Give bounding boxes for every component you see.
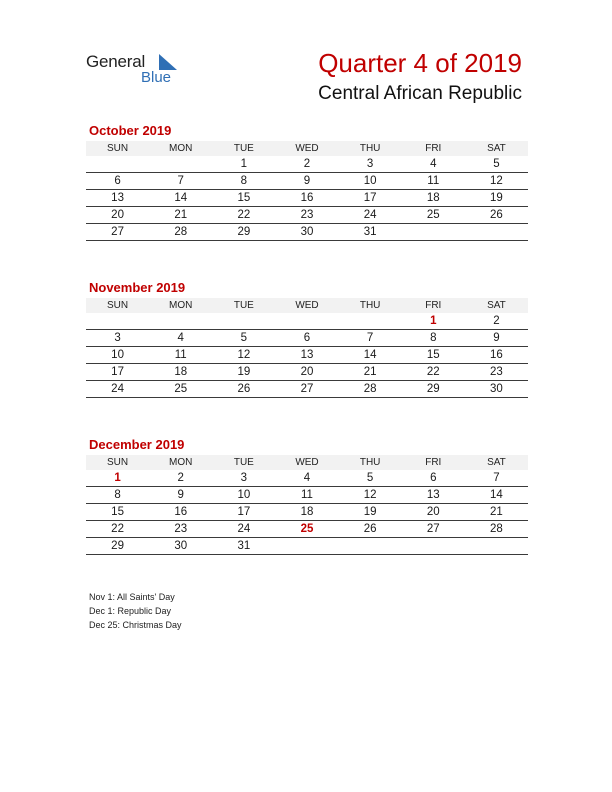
day-cell: 30 <box>275 224 338 241</box>
holiday-notes <box>89 590 182 632</box>
weekday-header-row <box>86 141 528 156</box>
day-cell: 11 <box>275 487 338 504</box>
day-cell <box>86 156 149 173</box>
day-cell: 6 <box>402 470 465 487</box>
day-cell: 30 <box>149 538 212 555</box>
day-cell: 28 <box>465 521 528 538</box>
week-row <box>86 381 528 398</box>
day-cell: 12 <box>212 347 275 364</box>
weekday-header: SUN <box>86 298 149 313</box>
holiday-day-cell: 1 <box>402 313 465 330</box>
weekday-header: FRI <box>402 141 465 156</box>
month-october <box>86 123 528 241</box>
weekday-header: TUE <box>212 298 275 313</box>
day-cell <box>275 313 338 330</box>
day-cell <box>86 313 149 330</box>
day-cell: 29 <box>402 381 465 398</box>
day-cell: 15 <box>402 347 465 364</box>
day-cell: 3 <box>212 470 275 487</box>
week-row <box>86 224 528 241</box>
day-cell: 4 <box>149 330 212 347</box>
day-cell: 8 <box>212 173 275 190</box>
day-cell: 21 <box>465 504 528 521</box>
weekday-header: TUE <box>212 455 275 470</box>
day-cell: 26 <box>465 207 528 224</box>
weekday-header: TUE <box>212 141 275 156</box>
day-cell <box>212 313 275 330</box>
logo <box>86 52 196 92</box>
calendar-body <box>86 470 528 555</box>
day-cell: 11 <box>402 173 465 190</box>
logo-flag-icon <box>159 54 177 70</box>
day-cell: 11 <box>149 347 212 364</box>
weekday-header: FRI <box>402 298 465 313</box>
day-cell: 9 <box>149 487 212 504</box>
day-cell <box>402 538 465 555</box>
day-cell: 4 <box>402 156 465 173</box>
calendar-table <box>86 455 528 555</box>
day-cell: 20 <box>402 504 465 521</box>
day-cell: 7 <box>149 173 212 190</box>
month-november <box>86 280 528 398</box>
week-row <box>86 173 528 190</box>
calendar-body <box>86 313 528 398</box>
day-cell: 31 <box>212 538 275 555</box>
week-row <box>86 347 528 364</box>
calendar-table <box>86 141 528 241</box>
day-cell: 13 <box>275 347 338 364</box>
day-cell: 25 <box>402 207 465 224</box>
day-cell: 10 <box>86 347 149 364</box>
month-title: October 2019 <box>89 123 172 138</box>
weekday-header: MON <box>149 298 212 313</box>
week-row <box>86 364 528 381</box>
day-cell: 13 <box>86 190 149 207</box>
day-cell: 19 <box>465 190 528 207</box>
day-cell: 20 <box>275 364 338 381</box>
day-cell: 18 <box>149 364 212 381</box>
day-cell: 29 <box>212 224 275 241</box>
weekday-header: MON <box>149 455 212 470</box>
day-cell: 28 <box>339 381 402 398</box>
week-row <box>86 207 528 224</box>
day-cell: 15 <box>212 190 275 207</box>
day-cell: 9 <box>275 173 338 190</box>
day-cell: 14 <box>465 487 528 504</box>
day-cell: 21 <box>149 207 212 224</box>
weekday-header: WED <box>275 298 338 313</box>
weekday-header: SAT <box>465 298 528 313</box>
day-cell: 5 <box>339 470 402 487</box>
day-cell: 28 <box>149 224 212 241</box>
week-row <box>86 313 528 330</box>
day-cell: 7 <box>339 330 402 347</box>
day-cell: 22 <box>212 207 275 224</box>
day-cell: 19 <box>339 504 402 521</box>
weekday-header: SAT <box>465 455 528 470</box>
day-cell: 4 <box>275 470 338 487</box>
day-cell: 2 <box>275 156 338 173</box>
month-title: December 2019 <box>89 437 185 452</box>
day-cell: 29 <box>86 538 149 555</box>
day-cell: 2 <box>149 470 212 487</box>
weekday-header: SUN <box>86 141 149 156</box>
weekday-header-row <box>86 455 528 470</box>
day-cell: 13 <box>402 487 465 504</box>
day-cell: 7 <box>465 470 528 487</box>
day-cell: 23 <box>275 207 338 224</box>
page-title: Quarter 4 of 2019 <box>318 48 522 78</box>
day-cell: 5 <box>465 156 528 173</box>
day-cell: 10 <box>212 487 275 504</box>
month-december <box>86 437 528 555</box>
weekday-header: SAT <box>465 141 528 156</box>
logo-text-general: General <box>86 52 146 71</box>
day-cell: 16 <box>275 190 338 207</box>
holiday-note: Nov 1: All Saints' Day <box>89 592 175 602</box>
day-cell: 17 <box>339 190 402 207</box>
day-cell: 27 <box>86 224 149 241</box>
day-cell: 10 <box>339 173 402 190</box>
day-cell: 21 <box>339 364 402 381</box>
calendar-body <box>86 156 528 241</box>
weekday-header: MON <box>149 141 212 156</box>
logo-text-blue: Blue <box>141 69 172 86</box>
weekday-header: THU <box>339 455 402 470</box>
day-cell: 9 <box>465 330 528 347</box>
day-cell: 23 <box>149 521 212 538</box>
day-cell: 24 <box>86 381 149 398</box>
day-cell: 24 <box>212 521 275 538</box>
day-cell: 16 <box>465 347 528 364</box>
day-cell <box>465 538 528 555</box>
day-cell: 6 <box>275 330 338 347</box>
day-cell: 18 <box>402 190 465 207</box>
day-cell: 25 <box>149 381 212 398</box>
day-cell: 24 <box>339 207 402 224</box>
day-cell: 23 <box>465 364 528 381</box>
day-cell: 14 <box>339 347 402 364</box>
day-cell <box>402 224 465 241</box>
day-cell: 1 <box>212 156 275 173</box>
day-cell: 22 <box>86 521 149 538</box>
weekday-header: THU <box>339 141 402 156</box>
day-cell: 17 <box>86 364 149 381</box>
day-cell: 3 <box>339 156 402 173</box>
day-cell <box>465 224 528 241</box>
week-row <box>86 190 528 207</box>
day-cell: 16 <box>149 504 212 521</box>
weekday-header: SUN <box>86 455 149 470</box>
weekday-header: WED <box>275 141 338 156</box>
weekday-header: FRI <box>402 455 465 470</box>
holiday-day-cell: 25 <box>275 521 338 538</box>
day-cell: 26 <box>339 521 402 538</box>
day-cell: 31 <box>339 224 402 241</box>
day-cell: 15 <box>86 504 149 521</box>
day-cell: 27 <box>275 381 338 398</box>
holiday-note: Dec 1: Republic Day <box>89 606 172 616</box>
month-title: November 2019 <box>89 280 186 295</box>
weekday-header: THU <box>339 298 402 313</box>
week-row <box>86 156 528 173</box>
week-row <box>86 538 528 555</box>
day-cell: 22 <box>402 364 465 381</box>
day-cell <box>149 313 212 330</box>
holiday-note: Dec 25: Christmas Day <box>89 620 182 630</box>
day-cell <box>339 313 402 330</box>
day-cell: 2 <box>465 313 528 330</box>
week-row <box>86 330 528 347</box>
day-cell: 20 <box>86 207 149 224</box>
day-cell: 3 <box>86 330 149 347</box>
day-cell: 27 <box>402 521 465 538</box>
day-cell <box>339 538 402 555</box>
day-cell <box>275 538 338 555</box>
day-cell: 5 <box>212 330 275 347</box>
weekday-header: WED <box>275 455 338 470</box>
day-cell: 12 <box>465 173 528 190</box>
day-cell: 19 <box>212 364 275 381</box>
weekday-header-row <box>86 298 528 313</box>
day-cell: 18 <box>275 504 338 521</box>
day-cell: 30 <box>465 381 528 398</box>
holiday-day-cell: 1 <box>86 470 149 487</box>
day-cell: 6 <box>86 173 149 190</box>
day-cell <box>149 156 212 173</box>
week-row <box>86 487 528 504</box>
day-cell: 8 <box>86 487 149 504</box>
week-row <box>86 521 528 538</box>
day-cell: 14 <box>149 190 212 207</box>
week-row <box>86 470 528 487</box>
day-cell: 12 <box>339 487 402 504</box>
week-row <box>86 504 528 521</box>
day-cell: 8 <box>402 330 465 347</box>
day-cell: 26 <box>212 381 275 398</box>
calendar-table <box>86 298 528 398</box>
country-subtitle: Central African Republic <box>318 83 522 104</box>
day-cell: 17 <box>212 504 275 521</box>
